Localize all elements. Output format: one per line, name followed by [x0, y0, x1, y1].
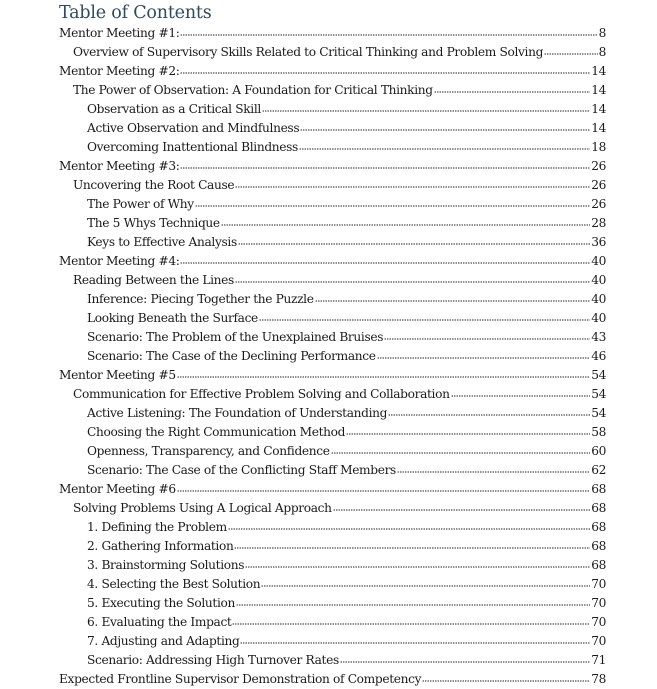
toc-list: [59, 24, 606, 689]
toc-entry-page-number: 18: [591, 140, 606, 154]
toc-entry-page-number: 26: [591, 159, 606, 173]
toc-entry-page-number: 8: [598, 45, 606, 59]
toc-entry-page-number: 68: [591, 482, 606, 496]
toc-entry-page-number: 40: [591, 254, 606, 268]
toc-entry-page-number: 14: [591, 83, 606, 97]
toc-entry-page-number: 36: [591, 235, 606, 249]
toc-entry-page-number: 14: [591, 121, 606, 135]
toc-entry[interactable]: [59, 119, 606, 138]
toc-entry-label: Expected Frontline Supervisor Demonstration of Competency: [59, 672, 422, 686]
toc-entry-page-number: 14: [591, 102, 606, 116]
toc-entry-label: The 5 Whys Technique: [87, 216, 220, 230]
dot-leader: [195, 204, 590, 208]
toc-entry[interactable]: [59, 594, 606, 613]
dot-leader: [245, 565, 590, 569]
toc-entry-label: Mentor Meeting #3:: [59, 159, 180, 173]
toc-entry-label: Scenario: Addressing High Turnover Rates: [87, 653, 339, 667]
dot-leader: [177, 489, 590, 493]
dot-leader: [544, 52, 598, 56]
toc-title: Table of Contents: [59, 3, 212, 23]
toc-entry-label: Observation as a Critical Skill: [87, 102, 261, 116]
dot-leader: [235, 280, 590, 284]
toc-entry-page-number: 14: [591, 64, 606, 78]
toc-entry[interactable]: [59, 233, 606, 252]
toc-entry-label: Inference: Piecing Together the Puzzle: [87, 292, 314, 306]
toc-entry[interactable]: [59, 480, 606, 499]
toc-entry-label: Choosing the Right Communication Method: [87, 425, 346, 439]
toc-entry-page-number: 54: [591, 387, 606, 401]
toc-entry[interactable]: [59, 537, 606, 556]
dot-leader: [340, 660, 590, 664]
toc-entry-label: 7. Adjusting and Adapting: [87, 634, 240, 648]
toc-entry-label: Mentor Meeting #2:: [59, 64, 180, 78]
dot-leader: [384, 337, 590, 341]
toc-entry-page-number: 40: [591, 311, 606, 325]
toc-entry-page-number: 43: [591, 330, 606, 344]
toc-entry-page-number: 40: [591, 292, 606, 306]
toc-entry-page-number: 71: [591, 653, 606, 667]
dot-leader: [259, 318, 590, 322]
dot-leader: [180, 33, 597, 37]
toc-entry-page-number: 26: [591, 197, 606, 211]
toc-entry-label: Scenario: The Problem of the Unexplained Bruises: [87, 330, 384, 344]
dot-leader: [299, 147, 590, 151]
dot-leader: [240, 641, 590, 645]
toc-entry-label: Mentor Meeting #5: [59, 368, 176, 382]
toc-entry-page-number: 40: [591, 273, 606, 287]
dot-leader: [221, 223, 590, 227]
toc-entry-page-number: 68: [591, 501, 606, 515]
dot-leader: [180, 261, 590, 265]
toc-entry-label: Overview of Supervisory Skills Related to Critical Thinking and Problem Solving: [73, 45, 544, 59]
toc-entry[interactable]: [59, 670, 606, 689]
toc-entry[interactable]: [59, 271, 606, 290]
toc-entry[interactable]: [59, 43, 606, 62]
toc-entry-label: Communication for Effective Problem Solving and Collaboration: [73, 387, 450, 401]
dot-leader: [333, 508, 591, 512]
toc-entry[interactable]: [59, 575, 606, 594]
dot-leader: [262, 109, 590, 113]
dot-leader: [300, 128, 590, 132]
toc-entry-label: 4. Selecting the Best Solution: [87, 577, 261, 591]
toc-entry-label: Mentor Meeting #6: [59, 482, 176, 496]
dot-leader: [377, 356, 591, 360]
toc-entry[interactable]: [59, 176, 606, 195]
toc-entry-label: Uncovering the Root Cause: [73, 178, 235, 192]
dot-leader: [180, 166, 590, 170]
toc-entry[interactable]: [59, 100, 606, 119]
dot-leader: [232, 622, 590, 626]
toc-entry[interactable]: [59, 81, 606, 100]
toc-entry[interactable]: [59, 157, 606, 176]
toc-entry-page-number: 70: [591, 596, 606, 610]
toc-entry[interactable]: [59, 290, 606, 309]
dot-leader: [228, 527, 590, 531]
toc-entry-page-number: 46: [591, 349, 606, 363]
toc-entry[interactable]: [59, 24, 606, 43]
toc-entry-page-number: 54: [591, 406, 606, 420]
toc-entry-page-number: 68: [591, 520, 606, 534]
toc-entry[interactable]: [59, 309, 606, 328]
toc-entry-label: The Power of Observation: A Foundation for Critical Thinking: [73, 83, 433, 97]
dot-leader: [235, 185, 590, 189]
dot-leader: [397, 470, 590, 474]
toc-entry-label: 3. Brainstorming Solutions: [87, 558, 245, 572]
toc-entry-label: Openness, Transparency, and Confidence: [87, 444, 330, 458]
toc-entry[interactable]: [59, 423, 606, 442]
toc-entry[interactable]: [59, 347, 606, 366]
toc-entry-page-number: 54: [591, 368, 606, 382]
toc-entry[interactable]: [59, 252, 606, 271]
dot-leader: [234, 546, 590, 550]
toc-entry-label: Overcoming Inattentional Blindness: [87, 140, 298, 154]
dot-leader: [180, 71, 590, 75]
toc-entry[interactable]: [59, 328, 606, 347]
toc-entry-page-number: 78: [591, 672, 606, 686]
toc-entry-label: Active Observation and Mindfulness: [87, 121, 300, 135]
dot-leader: [331, 451, 591, 455]
toc-entry[interactable]: [59, 214, 606, 233]
toc-entry[interactable]: [59, 385, 606, 404]
toc-entry[interactable]: [59, 62, 606, 81]
toc-entry-label: Scenario: The Case of the Declining Performance: [87, 349, 376, 363]
toc-entry-label: Active Listening: The Foundation of Understanding: [87, 406, 388, 420]
toc-entry-label: Looking Beneath the Surface: [87, 311, 258, 325]
toc-entry-label: Solving Problems Using A Logical Approach: [73, 501, 332, 515]
toc-entry-label: Reading Between the Lines: [73, 273, 234, 287]
toc-entry-label: The Power of Why: [87, 197, 194, 211]
toc-entry-label: Scenario: The Case of the Conflicting Staff Members: [87, 463, 396, 477]
dot-leader: [238, 242, 590, 246]
toc-entry[interactable]: [59, 651, 606, 670]
toc-entry[interactable]: [59, 556, 606, 575]
dot-leader: [261, 584, 590, 588]
toc-entry-label: 6. Evaluating the Impact: [87, 615, 232, 629]
toc-entry-page-number: 70: [591, 615, 606, 629]
toc-entry-page-number: 68: [591, 539, 606, 553]
toc-entry-label: 2. Gathering Information: [87, 539, 234, 553]
toc-entry-page-number: 58: [591, 425, 606, 439]
dot-leader: [388, 413, 590, 417]
toc-entry-label: 1. Defining the Problem: [87, 520, 227, 534]
dot-leader: [451, 394, 591, 398]
toc-entry[interactable]: [59, 632, 606, 651]
toc-entry-page-number: 68: [591, 558, 606, 572]
toc-entry-page-number: 26: [591, 178, 606, 192]
toc-entry-page-number: 8: [598, 26, 606, 40]
dot-leader: [315, 299, 591, 303]
toc-entry[interactable]: [59, 499, 606, 518]
toc-entry-label: Mentor Meeting #1:: [59, 26, 180, 40]
dot-leader: [177, 375, 590, 379]
dot-leader: [236, 603, 590, 607]
toc-page: [59, 0, 606, 689]
dot-leader: [422, 679, 590, 683]
toc-entry[interactable]: [59, 138, 606, 157]
toc-entry[interactable]: [59, 442, 606, 461]
toc-entry[interactable]: [59, 366, 606, 385]
toc-entry-page-number: 70: [591, 634, 606, 648]
toc-entry[interactable]: [59, 518, 606, 537]
toc-entry-label: 5. Executing the Solution: [87, 596, 235, 610]
toc-entry-label: Keys to Effective Analysis: [87, 235, 237, 249]
toc-entry-page-number: 62: [591, 463, 606, 477]
toc-entry[interactable]: [59, 613, 606, 632]
dot-leader: [346, 432, 590, 436]
toc-entry[interactable]: [59, 195, 606, 214]
toc-entry-label: Mentor Meeting #4:: [59, 254, 180, 268]
toc-entry[interactable]: [59, 461, 606, 480]
dot-leader: [434, 90, 590, 94]
toc-entry-page-number: 60: [591, 444, 606, 458]
toc-entry-page-number: 28: [591, 216, 606, 230]
toc-entry-page-number: 70: [591, 577, 606, 591]
toc-entry[interactable]: [59, 404, 606, 423]
